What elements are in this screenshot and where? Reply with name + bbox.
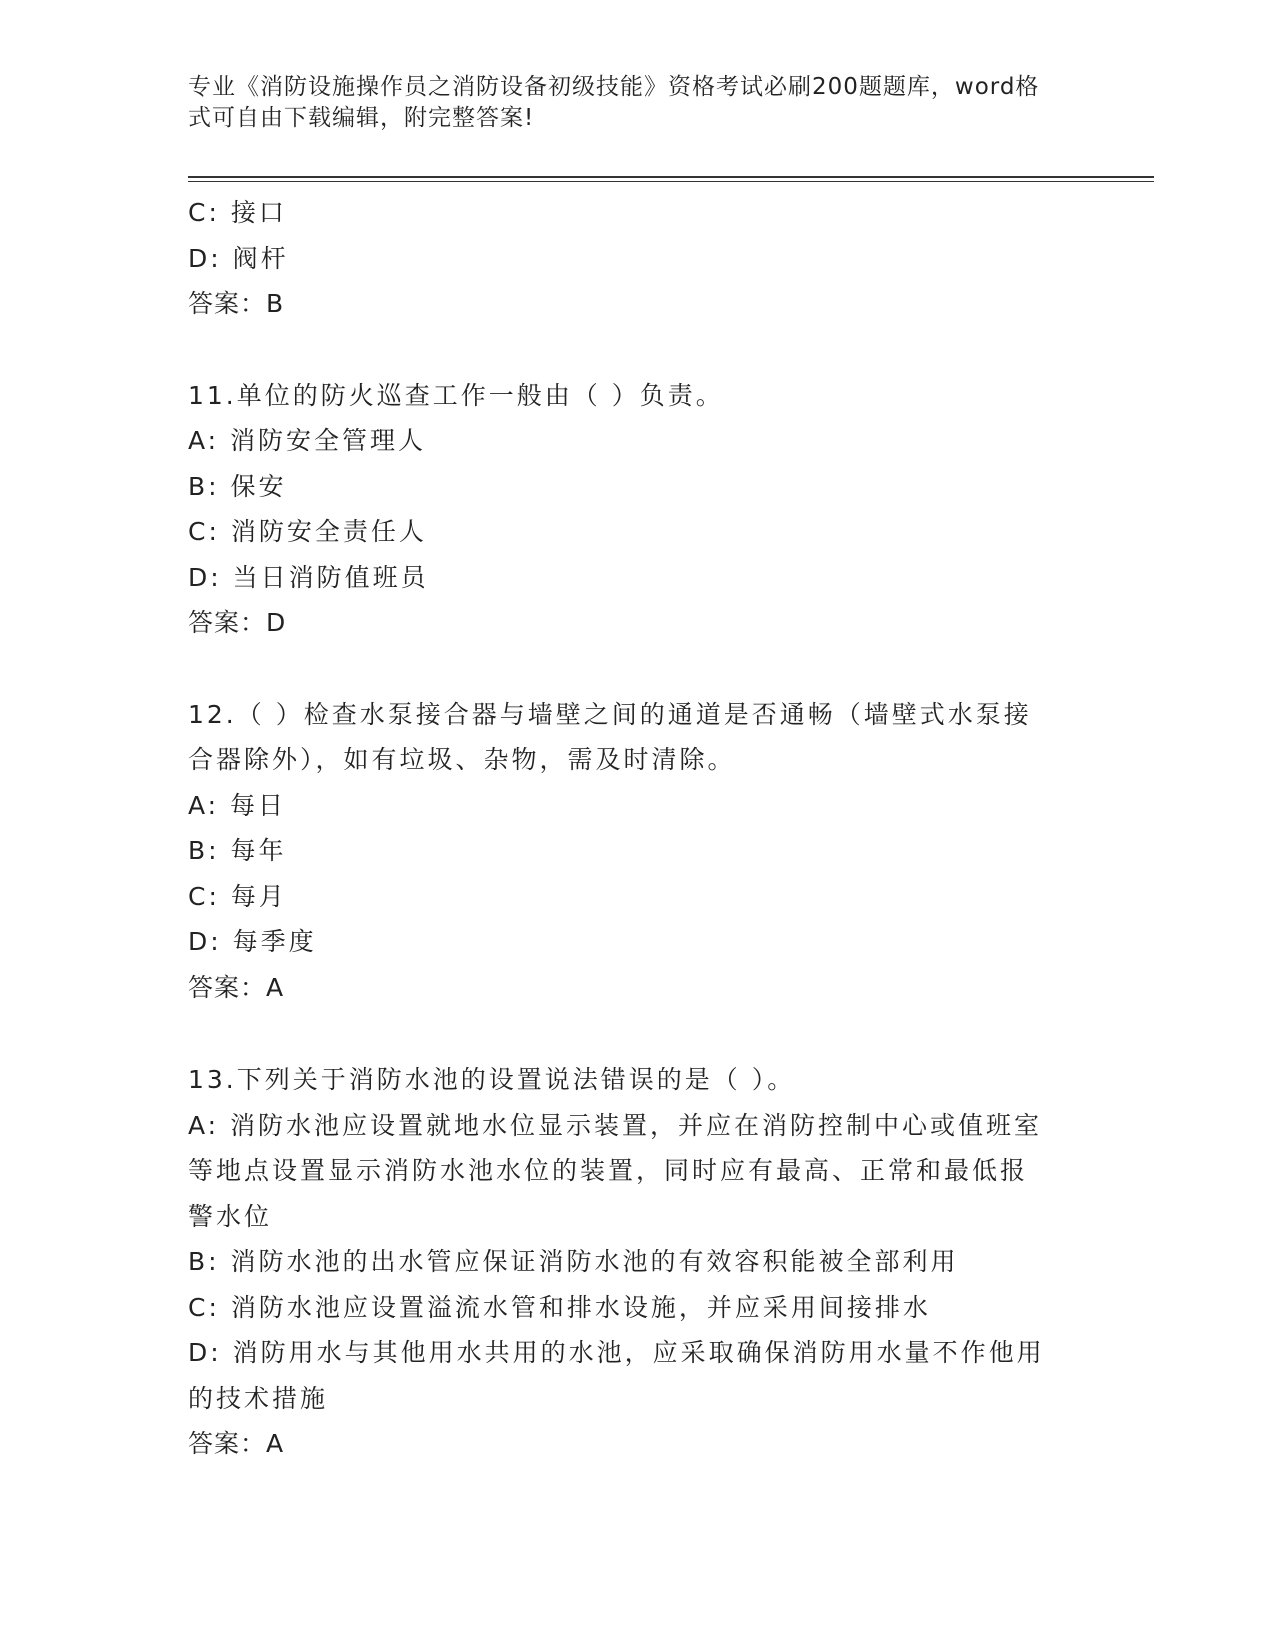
q13-question: 13.下列关于消防水池的设置说法错误的是（ ）。 (188, 1065, 796, 1094)
q11-option-d: D: 当日消防值班员 (188, 562, 429, 592)
header-title-line-2: 式可自由下载编辑，附完整答案! (188, 105, 535, 131)
question-content (188, 190, 1088, 1467)
q13-option-d-line-1: D: 消防用水与其他用水共用的水池，应采取确保消防用水量不作他用 (188, 1338, 1045, 1367)
spacer (188, 646, 1088, 692)
q11-option-b: B: 保安 (188, 471, 287, 501)
q13-option-b: B: 消防水池的出水管应保证消防水池的有效容积能被全部利用 (188, 1247, 959, 1276)
q13-option-d-line-2: 的技术措施 (188, 1383, 329, 1413)
q13-option-a-line-3: 警水位 (188, 1201, 273, 1231)
q12-option-c: C: 每月 (188, 881, 287, 911)
q12-question-line-2: 合器除外），如有垃圾、杂物，需及时清除。 (188, 745, 736, 774)
header-divider-thin (188, 181, 1154, 182)
q13-answer: 答案：A (188, 1429, 285, 1458)
header-title-line-1: 专业《消防设施操作员之消防设备初级技能》资格考试必刷200题题库，word格 (188, 74, 1040, 100)
q11-question: 11.单位的防火巡查工作一般由（ ）负责。 (188, 380, 724, 410)
q12-option-a: A: 每日 (188, 790, 287, 820)
q11-option-a: A: 消防安全管理人 (188, 426, 427, 455)
question-12-block (188, 692, 1088, 1011)
q12-option-b: B: 每年 (188, 836, 287, 865)
q12-answer: 答案：A (188, 972, 285, 1002)
header-divider-thick (188, 176, 1154, 178)
q10-option-c: C: 接口 (188, 198, 287, 227)
q10-answer: 答案：B (188, 289, 285, 318)
document-header (188, 72, 1068, 134)
q13-option-c: C: 消防水池应设置溢流水管和排水设施，并应采用间接排水 (188, 1292, 931, 1322)
q11-option-c: C: 消防安全责任人 (188, 517, 427, 546)
question-11-block (188, 373, 1088, 646)
q11-answer: 答案：D (188, 608, 287, 637)
q13-option-a-line-2: 等地点设置显示消防水池水位的装置，同时应有最高、正常和最低报 (188, 1156, 1029, 1185)
q12-question-line-1: 12.（ ）检查水泵接合器与墙壁之间的通道是否通畅（墙壁式水泵接 (188, 699, 1032, 729)
spacer (188, 327, 1088, 373)
spacer (188, 1010, 1088, 1057)
q12-option-d: D: 每季度 (188, 927, 317, 956)
q10-option-d: D: 阀杆 (188, 243, 289, 273)
q13-option-a-line-1: A: 消防水池应设置就地水位显示装置，并应在消防控制中心或值班室 (188, 1110, 1043, 1140)
question-10-block (188, 190, 1088, 327)
question-13-block (188, 1057, 1088, 1467)
